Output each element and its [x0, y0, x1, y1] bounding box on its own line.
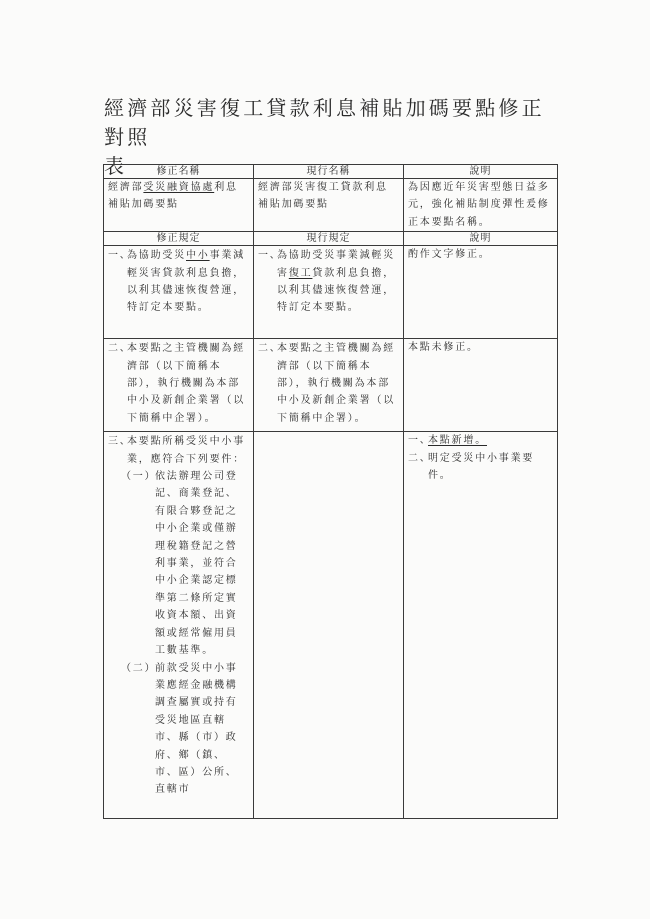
- rule-row-2: [104, 339, 558, 432]
- sub-item-text: 依法辦理公司登記、商業登記、有限合夥登記之中小企業或僅辦理稅籍登記之營利事業，並符合中小企業認定標準第二條所定實收資本額、出資額或經常僱用員工數基準。: [155, 471, 238, 657]
- rule-text-a: 為協助受災: [127, 250, 186, 262]
- item-number: 二、: [258, 343, 282, 355]
- revised-rule-2: [104, 339, 254, 432]
- header-explanation: 說明: [404, 165, 558, 179]
- note-text: 明定受災中小事業要件。: [428, 452, 535, 482]
- sub-item-number: （二）: [121, 662, 157, 674]
- name-explanation-cell: 為因應近年災害型態日益多元，強化補貼制度彈性爰修正本要點名稱。: [404, 179, 558, 232]
- revised-name-text-b: 利息補貼加碼要點: [108, 182, 238, 211]
- revised-rule-3: [104, 432, 254, 819]
- explanation-3: [404, 432, 558, 819]
- sub-item-text: 前款受災中小事業應經金融機構調查屬實或持有受災地區直轄市、縣（市）政府、鄉（鎮、市、區）公所、直轄市: [155, 662, 238, 796]
- name-row: [104, 179, 558, 232]
- item-number: 二、: [108, 343, 132, 355]
- current-rule-2: [254, 339, 404, 432]
- rule-text-a: 為協助受災事業減輕災害: [277, 250, 395, 279]
- revised-name-cell: [104, 179, 254, 232]
- revised-rule-1: [104, 246, 254, 339]
- header-row-rules: [104, 232, 558, 246]
- note-number: 一、: [408, 435, 432, 447]
- title-line-2: 表: [104, 154, 128, 178]
- rule-row-3: [104, 432, 558, 819]
- sub-item-number: （一）: [121, 471, 157, 483]
- current-rule-3-empty: [254, 432, 404, 819]
- revised-name-underlined: 受災融資協處: [143, 182, 215, 193]
- current-rule-1: [254, 246, 404, 339]
- title-line-1: 經濟部災害復工貸款利息補貼加碼要點修正對照: [104, 96, 545, 149]
- header-revised-rules: 修正規定: [104, 232, 254, 246]
- note-number: 二、: [408, 452, 432, 464]
- item-number: 一、: [108, 250, 132, 262]
- header-current-name: 現行名稱: [254, 165, 404, 179]
- explanation-1: 酌作文字修正。: [404, 246, 558, 339]
- rule-text: 本要點之主管機關為經濟部（以下簡稱本部），執行機關為本部中小及新創企業署（以下簡稱中企署）。: [277, 343, 395, 424]
- item-number: 三、: [108, 436, 132, 448]
- rule-text-b: 事業減輕災害貸款利息負擔，以利其儘速恢復營運，特訂定本要點。: [127, 250, 246, 314]
- current-name-cell: 經濟部災害復工貸款利息補貼加碼要點: [254, 179, 404, 232]
- rule-row-1: [104, 246, 558, 339]
- header-current-rules: 現行規定: [254, 232, 404, 246]
- header-revised-name: 修正名稱: [104, 165, 254, 179]
- explanation-2: 本點未修正。: [404, 339, 558, 432]
- comparison-table: [103, 164, 558, 819]
- rule-text-underlined: 復工: [288, 267, 313, 279]
- revised-name-text-a: 經濟部: [108, 182, 144, 193]
- item-number: 一、: [258, 250, 282, 262]
- rule-intro: 本要點所稱受災中小事業，應符合下列要件：: [127, 436, 245, 465]
- header-row-names: [104, 165, 558, 179]
- rule-text: 本要點之主管機關為經濟部（以下簡稱本部），執行機關為本部中小及新創企業署（以下簡稱中企署）。: [127, 343, 245, 424]
- rule-text-b: 貸款利息負擔，以利其儘速恢復營運，特訂定本要點。: [277, 267, 396, 314]
- rule-text-underlined: 中小: [186, 250, 210, 262]
- header-explanation-2: 說明: [404, 232, 558, 246]
- note-text: 本點新增。: [428, 435, 487, 447]
